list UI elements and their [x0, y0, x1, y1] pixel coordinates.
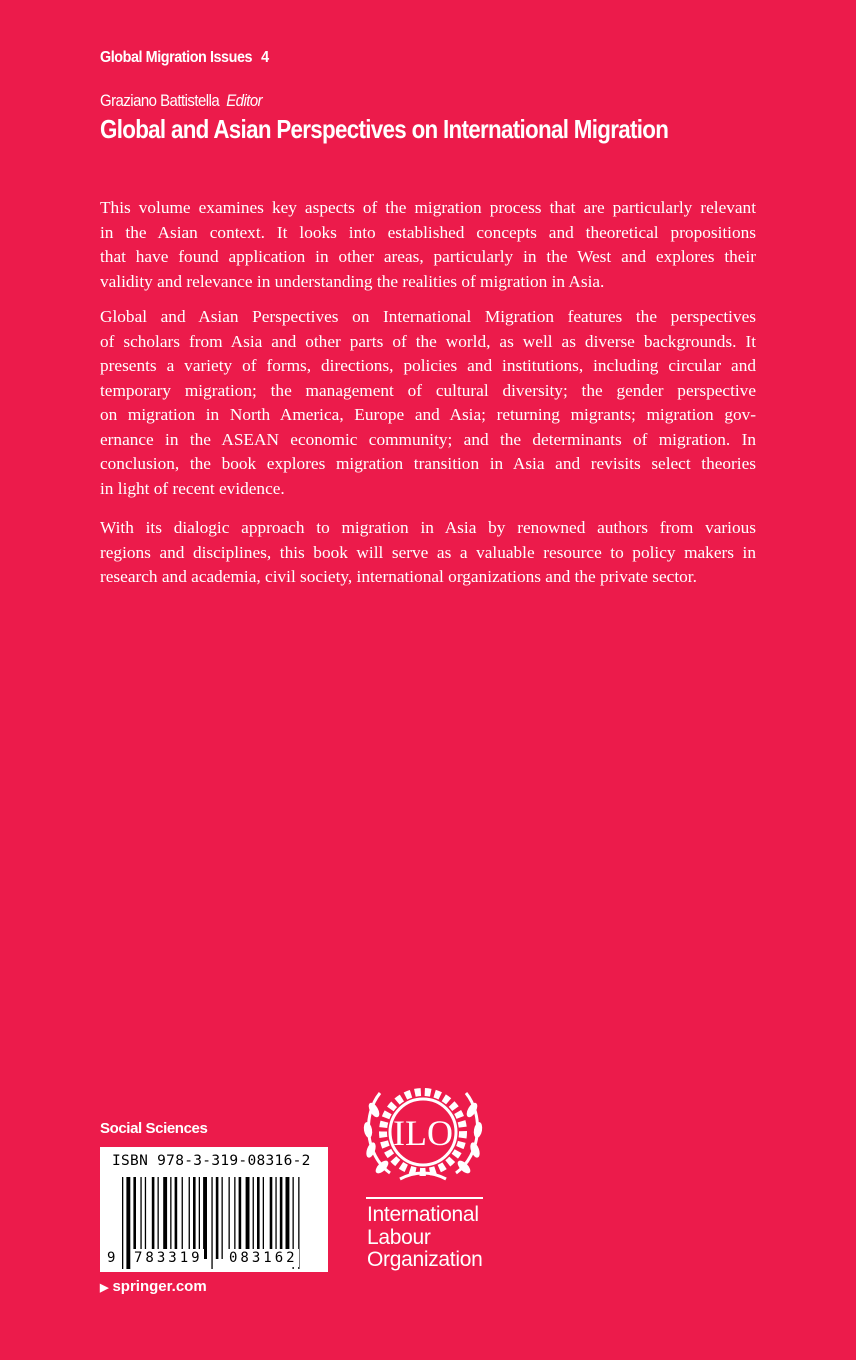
ilo-logo-text: ILO — [393, 1113, 453, 1153]
barcode-bar — [189, 1177, 190, 1259]
barcode-digits-right: 083162 — [229, 1250, 298, 1266]
barcode-bar — [216, 1177, 219, 1259]
editor-role: Editor — [226, 91, 263, 110]
ilo-name-line: Organization — [367, 1248, 483, 1271]
book-title: Global and Asian Perspectives on International Migration — [100, 114, 669, 144]
barcode-bar — [193, 1177, 196, 1259]
paragraph-line: validity and relevance in understanding the realities of migration in Asia. — [100, 271, 605, 291]
ilo-logo — [360, 1075, 486, 1195]
barcode-bar — [222, 1177, 223, 1259]
paragraph-line: This volume examines key aspects of the migration process that are particularly relevant — [100, 198, 756, 217]
description-paragraph-1 — [100, 196, 756, 294]
barcode-bar — [203, 1177, 207, 1259]
barcode-bar — [182, 1177, 183, 1259]
barcode-bar — [145, 1177, 146, 1259]
paragraph-line: presents a variety of forms, directions, policies and institutions, including circular and — [100, 356, 756, 375]
paragraph-line: of scholars from Asia and other parts of the world, as well as diverse backgrounds. It — [100, 331, 756, 351]
barcode-bar — [126, 1177, 130, 1269]
barcode-bar — [229, 1177, 230, 1259]
barcode-bar — [275, 1177, 276, 1259]
editor-name: Graziano Battistella — [100, 91, 220, 110]
barcode-bar — [170, 1177, 171, 1259]
barcode-bar — [270, 1177, 273, 1259]
barcode-bar — [122, 1177, 123, 1269]
barcode-bar — [257, 1177, 260, 1259]
barcode-bar — [280, 1177, 283, 1259]
paragraph-line: ernance in the ASEAN economic community; and the determinants of migration. In — [100, 429, 756, 449]
ilo-name-line: International — [367, 1203, 479, 1226]
subject-category: Social Sciences — [100, 1120, 208, 1137]
editor-line — [100, 91, 262, 111]
paragraph-line: in the Asian context. It looks into established concepts and theoretical propositions — [100, 222, 756, 242]
paragraph-line: regions and disciplines, this book will serve as a valuable resource to policy makers in — [100, 542, 756, 562]
series-title — [100, 48, 269, 68]
barcode-bar — [246, 1177, 250, 1259]
ilo-name — [367, 1204, 482, 1272]
paragraph-line: that have found application in other areas, particularly in the West and explores their — [100, 247, 756, 266]
paragraph-line: temporary migration; the management of cultural diversity; the gender perspective — [100, 380, 756, 400]
paragraph-line: on migration in North America, Europe and Asia; returning migrants; migration gov- — [100, 405, 756, 424]
arrow-right-icon: ▶ — [100, 1282, 109, 1294]
series-volume: 4 — [261, 49, 269, 66]
paragraph-line: With its dialogic approach to migration in Asia by renowned authors from various — [100, 518, 756, 537]
barcode-bar — [158, 1177, 159, 1259]
springer-link-text: springer.com — [112, 1278, 207, 1295]
isbn-barcode — [100, 1147, 328, 1272]
barcode-bar — [152, 1177, 155, 1259]
barcode-bar — [239, 1177, 242, 1259]
paragraph-line: research and academia, civil society, international organizations and the private sector. — [100, 567, 697, 586]
barcode-bar — [163, 1177, 167, 1259]
barcode-bar — [211, 1177, 212, 1269]
description-paragraph-3 — [100, 516, 756, 590]
paragraph-line: in light of recent evidence. — [100, 478, 285, 498]
isbn-text: ISBN 978-3-319-08316-2 — [112, 1153, 311, 1169]
divider — [366, 1197, 483, 1199]
series-name: Global Migration Issues — [100, 49, 253, 66]
barcode-bar — [286, 1177, 290, 1259]
barcode-bar — [133, 1177, 136, 1259]
paragraph-line: Global and Asian Perspectives on International Migration features the perspectives — [100, 307, 756, 326]
barcode-digit-first: 9 — [107, 1250, 119, 1266]
barcode-bar — [199, 1177, 200, 1259]
paragraph-line: conclusion, the book explores migration transition in Asia and revisits select theories — [100, 454, 756, 473]
barcode-bar — [253, 1177, 254, 1259]
barcode-bar — [140, 1177, 141, 1259]
barcode-bar — [234, 1177, 235, 1259]
springer-link[interactable] — [100, 1278, 207, 1297]
ilo-name-line: Labour — [367, 1225, 431, 1249]
barcode-bar — [175, 1177, 178, 1259]
description-paragraph-2 — [100, 305, 756, 501]
barcode-bar — [263, 1177, 264, 1259]
barcode-digits-left: 783319 — [134, 1250, 203, 1266]
